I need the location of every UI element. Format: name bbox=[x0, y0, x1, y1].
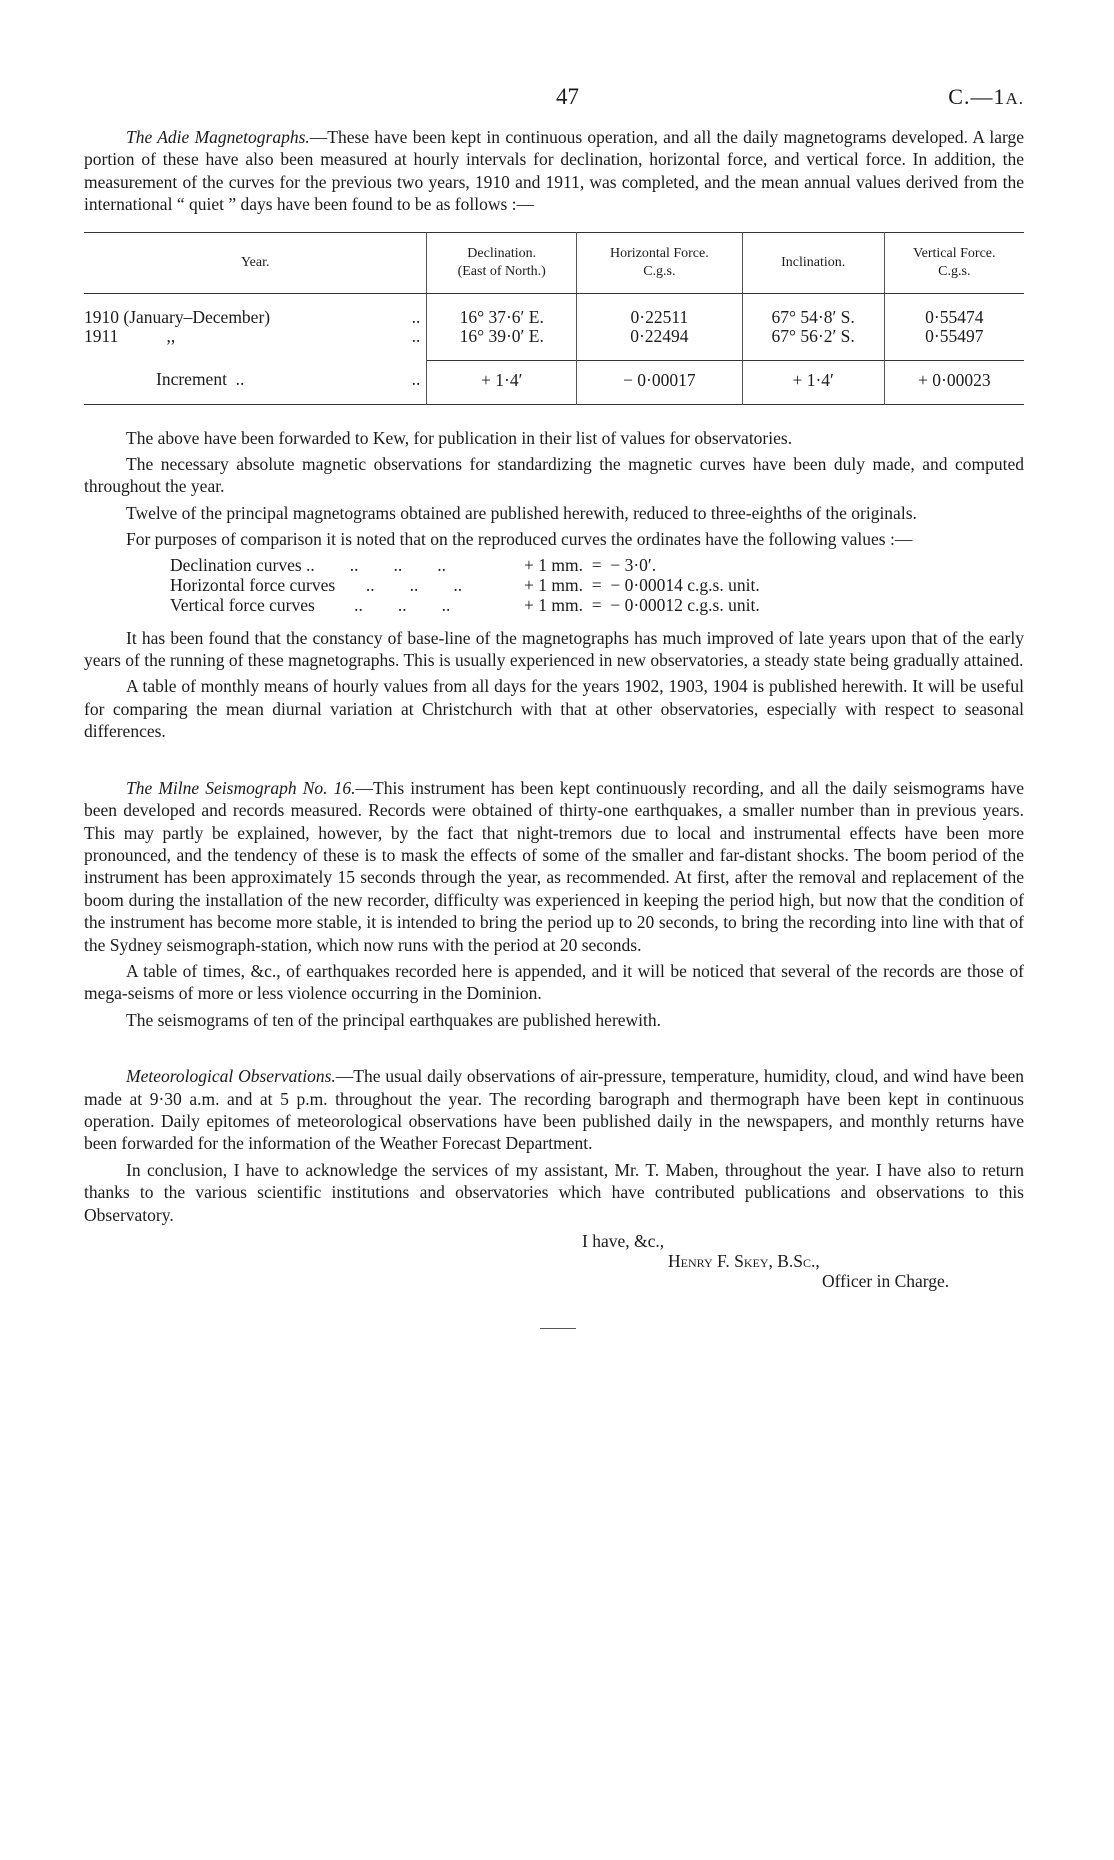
table-header-row bbox=[84, 232, 1024, 293]
row-vertical-force: 0·55497 bbox=[884, 327, 1024, 361]
signature-title: Officer in Charge. bbox=[822, 1271, 950, 1291]
earthquake-table-paragraph: A table of times, &c., of earthquakes recorded here is appended, and it will be noticed that several of the records are those of mega-seisms of more or less violence occurring in the Dominion. bbox=[84, 960, 1024, 1004]
document-page bbox=[84, 86, 1024, 1310]
header-horizontal-force bbox=[577, 232, 743, 293]
row-leader-dots: .. bbox=[411, 306, 421, 327]
kew-paragraph: The above have been forwarded to Kew, for publication in their list of values for observatories. bbox=[126, 427, 793, 448]
row-vertical-force: 0·55474 bbox=[884, 293, 1024, 327]
header-vertical-line1: Vertical Force. bbox=[913, 245, 996, 261]
ordinate-label: Horizontal force curves .. .. .. bbox=[170, 574, 463, 595]
list-item bbox=[170, 555, 1024, 575]
header-declination-line2: (East of North.) bbox=[457, 263, 546, 279]
header-horizontal-line1: Horizontal Force. bbox=[609, 245, 709, 261]
increment-inclination: + 1·4′ bbox=[742, 360, 884, 404]
comparison-paragraph: For purposes of comparison it is noted that on the reproduced curves the ordinates have the following values :— bbox=[126, 529, 913, 550]
list-item bbox=[170, 575, 1024, 595]
document-code bbox=[948, 86, 1024, 110]
header-horizontal-line2: C.g.s. bbox=[643, 263, 676, 279]
table-row bbox=[84, 293, 1024, 327]
monthly-means-paragraph: A table of monthly means of hourly values from all days for the years 1902, 1903, 1904 is published herewith. It will be useful for comparing the mean diurnal variation at Christchurch with that at other observatories, especially with respect to seasonal differences. bbox=[84, 676, 1024, 742]
row-leader-dots: .. bbox=[411, 325, 421, 346]
conclusion-paragraph: In conclusion, I have to acknowledge the services of my assistant, Mr. T. Maben, throughout the year. I have also to return thanks to the various scientific institutions and observatories which have contributed publications and observations to this Observatory. bbox=[84, 1159, 1024, 1225]
header-inclination: Inclination. bbox=[742, 232, 884, 293]
meteorological-heading: Meteorological Observations. bbox=[126, 1066, 336, 1087]
document-code-main: C.—1 bbox=[948, 84, 1006, 109]
milne-heading: The Milne Seismograph No. 16. bbox=[126, 777, 356, 798]
absolute-observations-paragraph: The necessary absolute magnetic observations for standardizing the magnetic curves have been duly made, and computed throughout the year. bbox=[84, 454, 1024, 497]
row-year: 1911 ,, bbox=[84, 325, 176, 346]
increment-vertical-force: + 0·00023 bbox=[884, 360, 1024, 404]
header-year: Year. bbox=[84, 232, 427, 293]
adie-text: —These have been kept in continuous operation, and all the daily magnetograms developed. A large portion of these have also been measured at hourly intervals for declination, horizontal force, and vertical force. In addition, the measurement of the curves for the previous two years, 1910 and 1911, was completed, and the mean annual values derived from the international “ quiet ” days have been found to be as follows :— bbox=[84, 127, 1024, 215]
signature-closing: I have, &c., bbox=[582, 1231, 665, 1251]
list-item bbox=[170, 595, 1024, 615]
ordinate-value: + 1 mm. = − 0·00012 c.g.s. unit. bbox=[524, 594, 760, 615]
magnetic-values-table bbox=[84, 232, 1024, 405]
ordinate-value: + 1 mm. = − 0·00014 c.g.s. unit. bbox=[524, 574, 760, 595]
adie-heading: The Adie Magnetographs. bbox=[126, 127, 310, 147]
table-row bbox=[84, 327, 1024, 361]
milne-text: —This instrument has been kept continuously recording, and all the daily seismograms have been developed and records measured. Records were obtained of thirty-one earthquakes, a smaller number than in previous years. This may partly be explained, however, by the fact that night-tremors due to local and instrumental effects have been more pronounced, and the tendency of these is to mask the effects of some of the smaller and far-distant shocks. The boom period of the instrument has been approximately 15 seconds through the year, as recommended. At first, after the removal and replacement of the boom during the installation of the new recorder, difficulty was experienced in keeping the period high, but now that the condition of the instrument has become more stable, it is intended to bring the period up to 20 seconds, to bring the recording into line with that of the Sydney seismograph-station, which now runs with the period at 20 seconds. bbox=[84, 777, 1024, 955]
row-horizontal-force: 0·22511 bbox=[577, 293, 743, 327]
page-number: 47 bbox=[556, 84, 579, 109]
section-gap bbox=[84, 747, 1024, 777]
closing-rule bbox=[540, 1328, 576, 1329]
header-vertical-line2: C.g.s. bbox=[938, 263, 971, 279]
header-vertical-force bbox=[884, 232, 1024, 293]
meteorological-paragraph bbox=[84, 1065, 1024, 1155]
header-declination-line1: Declination. bbox=[467, 245, 537, 261]
seismograms-paragraph: The seismograms of ten of the principal earthquakes are published herewith. bbox=[126, 1009, 662, 1030]
row-inclination: 67° 54·8′ S. bbox=[742, 293, 884, 327]
row-year: 1910 (January–December) bbox=[84, 306, 271, 327]
milne-paragraph bbox=[84, 777, 1024, 956]
ordinate-value: + 1 mm. = − 3·0′. bbox=[524, 554, 657, 575]
increment-leader-dots: .. bbox=[411, 369, 421, 390]
increment-row bbox=[84, 360, 1024, 404]
magnetograms-paragraph: Twelve of the principal magnetograms obtained are published herewith, reduced to three-eighths of the originals. bbox=[126, 502, 917, 523]
increment-label: Increment .. bbox=[156, 369, 245, 390]
document-code-suffix: A. bbox=[1005, 89, 1024, 108]
row-horizontal-force: 0·22494 bbox=[577, 327, 743, 361]
row-inclination: 67° 56·2′ S. bbox=[742, 327, 884, 361]
increment-horizontal-force: − 0·00017 bbox=[577, 360, 743, 404]
constancy-paragraph: It has been found that the constancy of base-line of the magnetographs has much improved of late years upon that of the early years of the running of these magnetographs. This is usually experienced in new observatories, a steady state being gradually attained. bbox=[84, 627, 1024, 671]
row-declination: 16° 37·6′ E. bbox=[427, 293, 577, 327]
row-declination: 16° 39·0′ E. bbox=[427, 327, 577, 361]
ordinate-label: Declination curves .. .. .. .. bbox=[170, 554, 447, 575]
header-declination bbox=[427, 232, 577, 293]
page-header bbox=[84, 86, 1024, 126]
signature-block bbox=[84, 1230, 1024, 1310]
ordinate-values-list bbox=[170, 555, 1024, 615]
ordinate-label: Vertical force curves .. .. .. bbox=[170, 594, 451, 615]
increment-declination: + 1·4′ bbox=[427, 360, 577, 404]
meteorological-text: —The usual daily observations of air-pressure, temperature, humidity, cloud, and wind have been made at 9·30 a.m. and at 5 p.m. throughout the year. The recording barograph and thermograph have been kept in continuous operation. Daily epitomes of meteorological observations have been published daily in the newspapers, and monthly returns have been forwarded for the information of the Weather Forecast Department. bbox=[84, 1066, 1024, 1154]
adie-paragraph bbox=[84, 126, 1024, 216]
signature-name: Henry F. Skey, B.Sc., bbox=[668, 1251, 820, 1271]
section-gap bbox=[84, 1035, 1024, 1065]
